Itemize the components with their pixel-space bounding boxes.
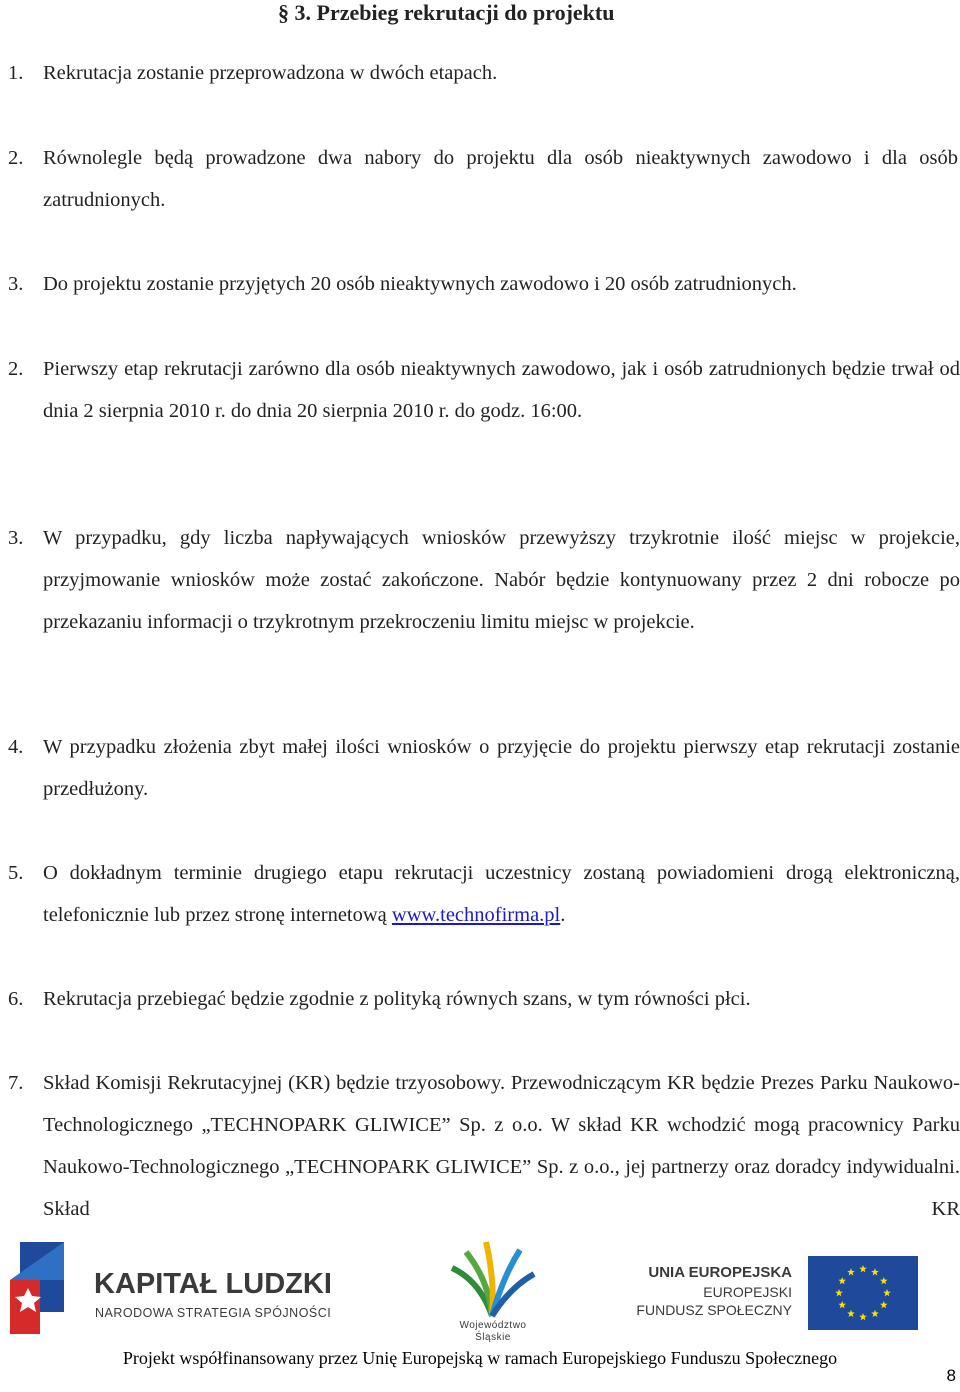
- item-number: 3.: [8, 273, 24, 295]
- item-number: 2.: [8, 358, 24, 380]
- list-item: [8, 137, 960, 221]
- wojewodztwo-line2: Śląskie: [475, 1332, 511, 1343]
- website-link[interactable]: www.technofirma.pl: [391, 904, 561, 926]
- page-number: 8: [946, 1366, 956, 1385]
- eu-flag-icon: [808, 1256, 918, 1330]
- list-item: [8, 852, 960, 936]
- item-text: W przypadku złożenia zbyt małej ilości wniosków o przyjęcie do projektu pierwszy etap rekrutacji zostanie przedłużony.: [43, 736, 960, 800]
- kapital-ludzki-emblem-icon: [6, 1240, 68, 1336]
- item-text-part: .: [560, 904, 566, 926]
- item-text: W przypadku, gdy liczba napływających wniosków przewyższy trzykrotnie ilość miejsc w projekcie, przyjmowanie wniosków może zostać zakończone. Nabór będzie kontynuowany przez 2 dni robocze po przekazaniu informacji o trzykrotnym przekroczeniu limitu miejsc w projekcie.: [43, 527, 960, 633]
- kapital-ludzki-subtitle: NARODOWA STRATEGIA SPÓJNOŚCI: [95, 1306, 332, 1320]
- item-number: 4.: [8, 736, 24, 758]
- list-item: [8, 348, 960, 432]
- item-text: Pierwszy etap rekrutacji zarówno dla osób nieaktywnych zawodowo, jak i osób zatrudnionych będzie trwał od dnia 2 sierpnia 2010 r. do dnia 20 sierpnia 2010 r. do godz. 16:00.: [43, 358, 960, 422]
- section-heading: § 3. Przebieg rekrutacji do projektu: [278, 0, 615, 25]
- item-text: Do projektu zostanie przyjętych 20 osób nieaktywnych zawodowo i 20 osób zatrudnionych.: [43, 273, 797, 295]
- item-text: Rekrutacja przebiegać będzie zgodnie z polityką równych szans, w tym równości płci.: [43, 988, 751, 1010]
- item-text: [43, 852, 960, 936]
- item-number: 5.: [8, 862, 24, 884]
- list-item: [8, 517, 960, 643]
- list-item: [8, 726, 960, 810]
- ue-line1: UNIA EUROPEJSKA: [648, 1264, 792, 1281]
- item-text: Równolegle będą prowadzone dwa nabory do projektu dla osób nieaktywnych zawodowo i dla osób zatrudnionych.: [43, 147, 958, 211]
- wojewodztwo-line1: Województwo: [459, 1320, 527, 1331]
- wojewodztwo-slaskie-emblem-icon: [446, 1238, 538, 1320]
- footer-text: Projekt współfinansowany przez Unię Europejską w ramach Europejskiego Funduszu Społecznego: [122, 1348, 838, 1368]
- item-number: 2.: [8, 147, 24, 169]
- ue-line2: EUROPEJSKI: [703, 1284, 792, 1300]
- item-number: 7.: [8, 1072, 24, 1094]
- item-text-part: O dokładnym terminie drugiego etapu rekrutacji uczestnicy zostaną powiadomieni drogą elektroniczną, telefonicznie lub przez stronę internetową: [43, 862, 960, 926]
- item-number: 6.: [8, 988, 24, 1010]
- item-text: Skład Komisji Rekrutacyjnej (KR) będzie trzyosobowy. Przewodniczącym KR będzie Prezes Parku Naukowo-Technologicznego „TECHNOPARK GLIWICE” Sp. z o.o. W skład KR wchodzić mogą pracownicy Parku Naukowo-Technologicznego „TECHNOPARK GLIWICE” Sp. z o.o., jej partnerzy oraz doradcy indywidualni. Skład KR: [43, 1072, 960, 1220]
- item-number: 3.: [8, 527, 24, 549]
- list-item: [8, 978, 960, 1020]
- kapital-ludzki-title: KAPITAŁ LUDZKI: [94, 1268, 332, 1300]
- list-item: [8, 1062, 960, 1230]
- list-item: [8, 263, 960, 305]
- footer-logos: [0, 1232, 960, 1342]
- item-number: 1.: [8, 62, 24, 84]
- list-item: [8, 52, 960, 94]
- ue-line3: FUNDUSZ SPOŁECZNY: [636, 1302, 792, 1318]
- item-text: Rekrutacja zostanie przeprowadzona w dwóch etapach.: [43, 62, 498, 84]
